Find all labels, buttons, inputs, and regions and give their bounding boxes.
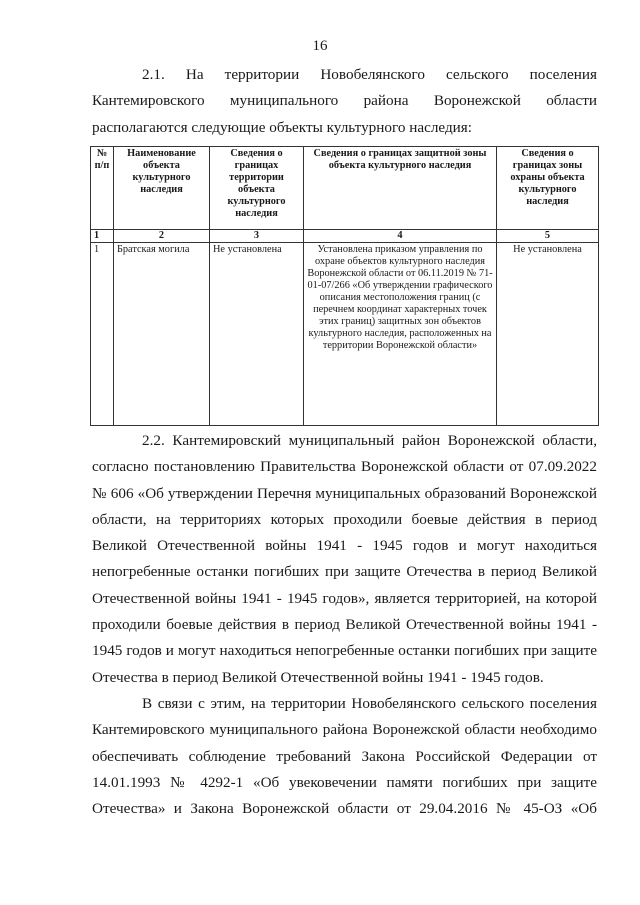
paragraph-line: В связи с этим, на территории Новобелянского сельского поселения [142,695,597,712]
paragraph-line: Отечества» и Закона Воронежской области от 29.04.2016 № 45-ОЗ «Об [92,800,597,818]
cell-security-zone: Не установлена [497,243,599,426]
paragraph-line: 1945 годов и могут находиться непогребенные останки погибших при защите [92,642,597,660]
paragraph-line: располагаются следующие объекты культурного наследия: [92,118,473,136]
paragraph-line: № 606 «Об утверждении Перечня муниципальных образований Воронежской [92,484,597,502]
header-territory-boundaries: Сведения о границах территории объекта культурного наследия [210,147,304,230]
cell-territory: Не установлена [210,243,304,426]
paragraph-line: проходили боевые действия в период Великой Отечественной войны 1941 - [92,616,597,634]
page-number: 16 [312,38,328,54]
column-number: 3 [210,230,304,243]
header-security-zone: Сведения о границах зоны охраны объекта культурного наследия [497,147,599,230]
column-number: 2 [114,230,210,243]
paragraph-line: Отечественной войны 1941 - 1945 годов», является территорией, на которой [92,589,597,607]
column-number: 4 [304,230,497,243]
paragraph-2-2 [92,428,597,691]
header-number: № п/п [91,147,114,230]
paragraph-requirements [92,691,597,822]
paragraph-line: обеспечивать соблюдение требований Закона Российской Федерации от [92,747,597,765]
paragraph-line: согласно постановлению Правительства Воронежской области от 07.09.2022 [92,458,597,476]
header-protective-zone: Сведения о границах защитной зоны объекта культурного наследия [304,147,497,230]
paragraph-line: Кантемировского муниципального района Воронежской области необходимо [92,721,597,739]
header-object-name: Наименование объекта культурного наследия [114,147,210,230]
paragraph-line: 2.1. На территории Новобелянского сельского поселения [142,66,597,83]
paragraph-line: Кантемировского муниципального района Воронежской области [92,92,597,110]
table-header-row [91,147,599,230]
cell-number: 1 [91,243,114,426]
cell-object-name: Братская могила [114,243,210,426]
column-number-row [91,230,599,243]
paragraph-line: непогребенные останки погибших при защите Отечества в период Великой [92,563,597,581]
table-row [91,243,599,426]
cell-protective-zone: Установлена приказом управления по охране объектов культурного наследия Воронежской области от 06.11.2019 № 71-01-07/266 «Об утверждении графического описания местоположения границ (с перечнем координат характерных точек этих границ) защитных зон объектов культурного наследия, расположенных на территории Воронежской области» [304,243,497,426]
column-number: 1 [91,230,114,243]
paragraph-line: Отечества в период Великой Отечественной войны 1941 - 1945 годов. [92,668,544,686]
column-number: 5 [497,230,599,243]
paragraph-line: 2.2. Кантемировский муниципальный район Воронежской области, [142,432,597,449]
paragraph-line: 14.01.1993 № 4292-1 «Об увековечении памяти погибших при защите [92,773,597,791]
paragraph-line: Великой Отечественной войны 1941 - 1945 годов и могут находиться [92,537,597,555]
paragraph-line: области, на территориях которых проходили боевые действия в период [92,510,597,528]
heritage-objects-table [90,146,599,426]
paragraph-2-1 [92,62,597,141]
